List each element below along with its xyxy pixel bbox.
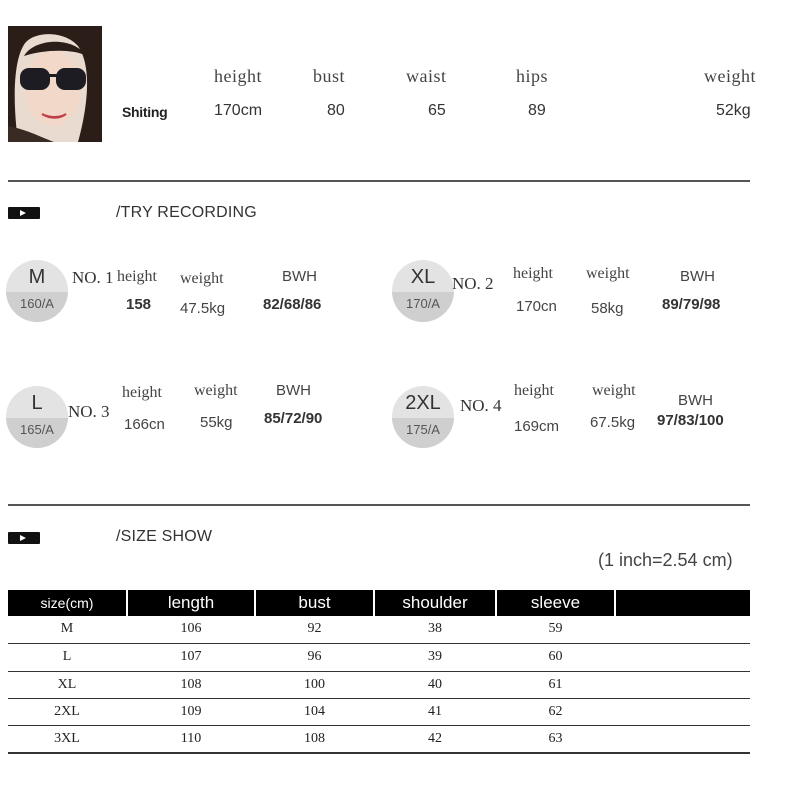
cell-size: XL bbox=[57, 677, 77, 692]
header-shoulder: shoulder bbox=[375, 590, 495, 616]
try-height-label: height bbox=[122, 384, 162, 401]
play-icon bbox=[8, 532, 40, 544]
header-bust: bust bbox=[256, 590, 373, 616]
try-height-label: height bbox=[117, 268, 157, 285]
cell-shoulder: 40 bbox=[428, 677, 442, 692]
try-weight-label: weight bbox=[586, 265, 630, 282]
badge-height-code: 170/A bbox=[406, 296, 440, 311]
try-weight-value: 67.5kg bbox=[590, 414, 636, 431]
badge-size: 2XL bbox=[405, 392, 441, 414]
try-height-value: 158 bbox=[126, 296, 152, 313]
try-weight-label: weight bbox=[592, 382, 636, 399]
cell-size: M bbox=[60, 621, 74, 636]
cell-sleeve: 59 bbox=[548, 621, 563, 636]
badge-height-code: 175/A bbox=[406, 422, 440, 437]
try-weight-label: weight bbox=[194, 382, 238, 399]
model-value-hips: 89 bbox=[528, 102, 546, 119]
cell-sleeve: 62 bbox=[548, 704, 563, 719]
model-header-bust: bust bbox=[313, 66, 346, 86]
model-value-weight: 52kg bbox=[716, 102, 751, 119]
header-sleeve: sleeve bbox=[497, 590, 614, 616]
cell-bust: 92 bbox=[307, 621, 322, 636]
cell-shoulder: 39 bbox=[428, 649, 442, 664]
badge-size: M bbox=[28, 266, 46, 288]
row-divider bbox=[8, 725, 750, 726]
try-bwh-value: 85/72/90 bbox=[264, 410, 323, 427]
try-bwh-label: BWH bbox=[680, 268, 715, 285]
model-header-hips: hips bbox=[516, 66, 549, 86]
cell-bust: 104 bbox=[304, 704, 325, 719]
row-divider bbox=[8, 643, 750, 644]
try-bwh-value: 82/68/86 bbox=[263, 296, 322, 313]
cell-sleeve: 63 bbox=[548, 731, 563, 746]
size-badge-xl bbox=[392, 260, 454, 322]
header-length: length bbox=[128, 590, 254, 616]
model-header-weight: weight bbox=[704, 66, 756, 86]
try-height-value: 170cn bbox=[516, 298, 557, 315]
size-badge-2xl bbox=[392, 386, 454, 448]
cell-length: 107 bbox=[180, 649, 202, 664]
try-number: NO. 4 bbox=[460, 396, 502, 415]
size-section-title: /SIZE SHOW bbox=[116, 528, 213, 545]
divider-top bbox=[8, 180, 750, 182]
try-height-value: 166cn bbox=[124, 416, 165, 433]
size-badge-m bbox=[6, 260, 68, 322]
cell-sleeve: 60 bbox=[548, 649, 563, 664]
try-weight-value: 58kg bbox=[591, 300, 624, 317]
cell-bust: 108 bbox=[304, 731, 325, 746]
row-divider bbox=[8, 698, 750, 699]
table-row bbox=[8, 617, 750, 643]
model-value-height: 170cm bbox=[214, 102, 263, 119]
try-height-label: height bbox=[514, 382, 554, 399]
table-row bbox=[8, 727, 750, 753]
try-bwh-value: 97/83/100 bbox=[657, 412, 724, 429]
model-value-bust: 80 bbox=[327, 102, 345, 119]
header-size: size(cm) bbox=[8, 590, 126, 616]
model-photo bbox=[8, 26, 102, 142]
try-bwh-value: 89/79/98 bbox=[662, 296, 721, 313]
table-row bbox=[8, 673, 750, 699]
cell-size: 2XL bbox=[54, 704, 80, 719]
table-bottom-border bbox=[8, 752, 750, 754]
model-name: Shiting bbox=[122, 104, 168, 120]
try-section-title: /TRY RECORDING bbox=[116, 204, 257, 221]
model-header-waist: waist bbox=[406, 66, 447, 86]
header-empty bbox=[616, 590, 750, 616]
cell-sleeve: 61 bbox=[548, 677, 563, 692]
row-divider bbox=[8, 671, 750, 672]
try-number: NO. 3 bbox=[68, 402, 110, 421]
try-height-value: 169cm bbox=[514, 418, 560, 435]
badge-height-code: 165/A bbox=[20, 422, 54, 437]
cell-length: 108 bbox=[180, 677, 202, 692]
try-bwh-label: BWH bbox=[276, 382, 311, 399]
try-bwh-label: BWH bbox=[678, 392, 713, 409]
cell-size: 3XL bbox=[54, 731, 80, 746]
model-value-waist: 65 bbox=[428, 102, 446, 119]
cell-length: 106 bbox=[180, 621, 202, 636]
try-number: NO. 1 bbox=[72, 268, 114, 287]
unit-note: (1 inch=2.54 cm) bbox=[598, 550, 733, 570]
table-row bbox=[8, 645, 750, 671]
cell-shoulder: 41 bbox=[428, 704, 442, 719]
cell-bust: 96 bbox=[307, 649, 322, 664]
size-badge-l bbox=[6, 386, 68, 448]
try-number: NO. 2 bbox=[452, 274, 494, 293]
badge-size: L bbox=[31, 392, 43, 414]
badge-height-code: 160/A bbox=[20, 296, 54, 311]
cell-length: 109 bbox=[180, 704, 202, 719]
try-height-label: height bbox=[513, 265, 553, 282]
size-table-header bbox=[8, 590, 750, 616]
try-bwh-label: BWH bbox=[282, 268, 317, 285]
cell-shoulder: 38 bbox=[428, 621, 442, 636]
badge-size: XL bbox=[410, 266, 436, 288]
cell-shoulder: 42 bbox=[428, 731, 442, 746]
play-icon bbox=[8, 207, 40, 219]
cell-length: 110 bbox=[180, 731, 202, 746]
try-weight-value: 55kg bbox=[200, 414, 233, 431]
divider-middle bbox=[8, 504, 750, 506]
cell-size: L bbox=[62, 649, 72, 664]
model-photo-image bbox=[8, 26, 102, 142]
cell-bust: 100 bbox=[304, 677, 325, 692]
try-weight-label: weight bbox=[180, 270, 224, 287]
try-weight-value: 47.5kg bbox=[180, 300, 226, 317]
table-row bbox=[8, 700, 750, 726]
model-header-height: height bbox=[214, 66, 262, 86]
